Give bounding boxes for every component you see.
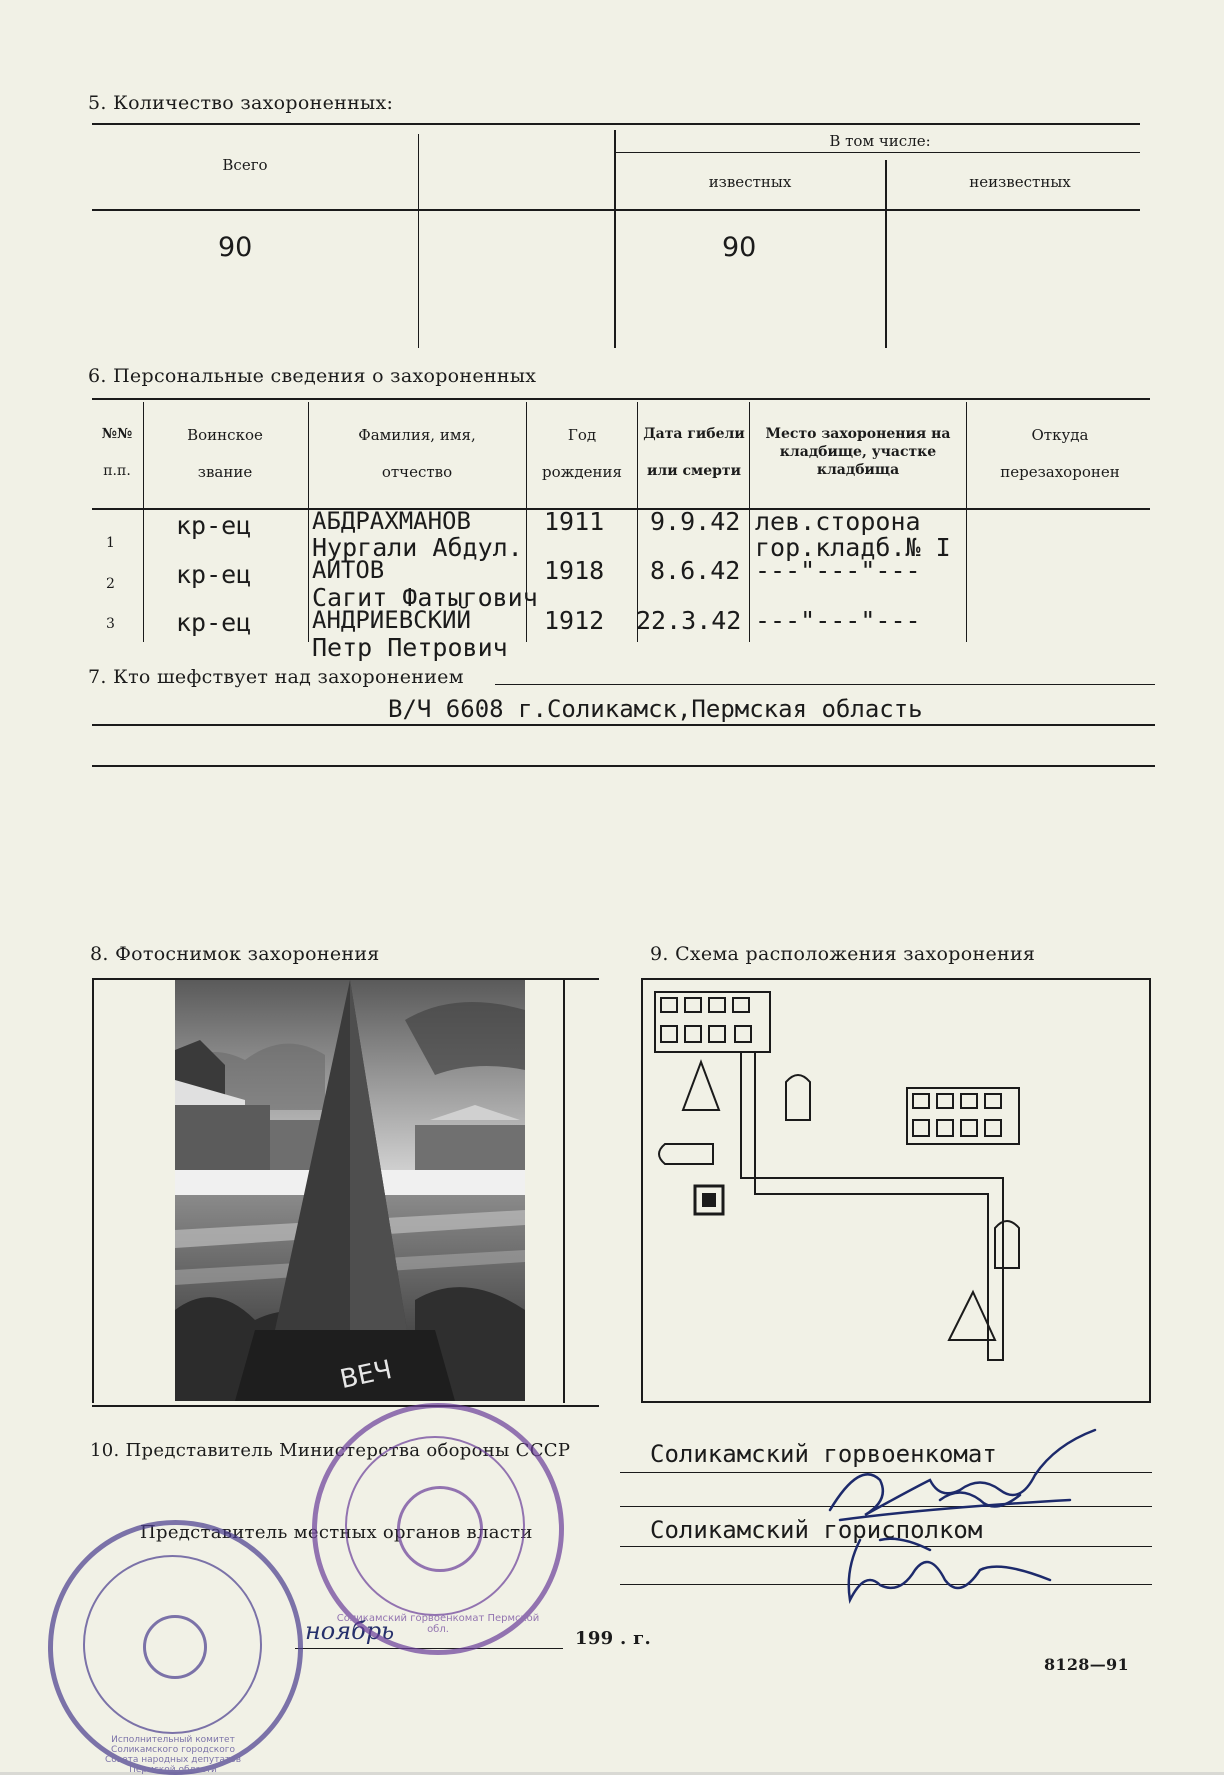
s7-rule-3 (92, 765, 1155, 767)
s7-rule-1 (495, 684, 1155, 685)
year-label: 199 . г. (575, 1628, 652, 1649)
emblem-icon (143, 1615, 207, 1679)
row1-surname: АБДРАХМАНОВ (312, 507, 471, 535)
section5-title: 5. Количество захороненных: (88, 92, 394, 114)
s5-top-rule (92, 123, 1140, 125)
row3-num: 3 (106, 616, 115, 632)
s6-h-birth-2: рождения (541, 463, 622, 481)
row1-given: Нургали Абдул. (312, 533, 523, 562)
row2-rank: кр-ец (176, 560, 252, 589)
row1-place2: гор.кладб.№ I (755, 533, 951, 562)
s6-h-place-1: Место захоронения на (765, 426, 951, 442)
tombstone-icon (786, 1075, 810, 1120)
photo-frame-inner (563, 980, 565, 1403)
s6-h-from-1: Откуда (1031, 426, 1089, 444)
tombstone-icon (995, 1221, 1019, 1268)
row3-year: 1912 (544, 606, 605, 635)
obelisk-photo-icon (175, 980, 525, 1401)
s5-total-label: Всего (222, 156, 268, 174)
s5-sub-rule (615, 152, 1140, 153)
cemetery-scheme (643, 980, 1149, 1401)
signature-icon (830, 1430, 1095, 1520)
row2-num: 2 (106, 576, 115, 592)
s7-rule-2 (92, 724, 1155, 726)
row2-surname: АИТОВ (312, 556, 385, 584)
section7-title: 7. Кто шефствует над захоронением (88, 666, 464, 688)
s10-local-value: Соликамский горисполком (650, 1516, 983, 1544)
tombstone-icon (659, 1144, 713, 1164)
row3-given: Петр Петрович (312, 633, 508, 662)
stamp-text: Соликамский горвоенкомат Пермской обл. (336, 1613, 540, 1635)
section8-title: 8. Фотоснимок захоронения (90, 943, 380, 965)
row2-date: 8.6.42 (650, 556, 741, 585)
stamp-military (312, 1403, 564, 1655)
s6-top-rule (92, 398, 1150, 400)
section6-title: 6. Персональные сведения о захороненных (88, 365, 537, 387)
section10-local-title: Представитель местных органов власти (140, 1522, 533, 1543)
s6-h-place-3: кладбища (816, 462, 900, 478)
row2-place1: ---"---"--- (755, 556, 921, 585)
row3-rank: кр-ец (176, 608, 252, 637)
s5-known-value: 90 (722, 232, 757, 263)
path-road (741, 1052, 1003, 1360)
s6-h-from-2: перезахоронен (1000, 463, 1120, 481)
s6-h-rank-2: звание (197, 463, 253, 481)
obelisk-marker-icon (683, 1062, 719, 1110)
scheme-frame (641, 978, 1151, 1403)
row1-date: 9.9.42 (650, 507, 741, 536)
row1-num: 1 (106, 535, 115, 551)
signature-icon (849, 1539, 1050, 1600)
photo-inscription: ВЕЧ (337, 1354, 395, 1396)
s6-h-name-1: Фамилия, имя, (358, 426, 476, 444)
s5-div1 (418, 134, 419, 348)
s5-including-label: В том числе: (829, 132, 931, 150)
s6-h-death-2: или смерти (647, 463, 741, 479)
s6-h-birth-1: Год (567, 426, 597, 444)
s6-head-rule (92, 508, 1150, 510)
s5-div2 (614, 130, 616, 348)
s6-div-rank (308, 402, 309, 642)
section9-title: 9. Схема расположения захоронения (650, 943, 1036, 965)
row2-given: Сагит Фатыгович (312, 583, 538, 612)
row3-date: 22.3.42 (636, 606, 742, 635)
section10-title: 10. Представитель Министерства обороны СССР (90, 1440, 571, 1461)
stamp-executive (48, 1520, 303, 1775)
s6-h-death-1: Дата гибели (643, 426, 745, 442)
s6-h-rank-1: Воинское (187, 426, 263, 444)
date-handwritten: ноябрь (305, 1617, 395, 1645)
row1-place1: лев.сторона (755, 507, 921, 536)
row3-place1: ---"---"--- (755, 606, 921, 635)
s5-div3 (885, 160, 887, 348)
row1-year: 1911 (544, 507, 605, 536)
s5-known-label: известных (708, 173, 792, 191)
s5-head-rule (92, 209, 1140, 211)
emblem-icon (397, 1486, 483, 1572)
monument-icon (695, 1186, 723, 1214)
s6-div-place (966, 402, 967, 642)
s6-h-num-2: п.п. (103, 463, 131, 479)
burial-photo (175, 980, 525, 1401)
s5-unknown-label: неизвестных (969, 173, 1071, 191)
s10-mod-value: Соликамский горвоенкомат (650, 1440, 997, 1468)
row1-rank: кр-ец (176, 511, 252, 540)
row3-surname: АНДРИЕВСКИЙ (312, 606, 471, 634)
s6-div-num (143, 402, 144, 642)
s7-value: В/Ч 6608 г.Соликамск,Пермская область (388, 695, 923, 723)
grave-block-icon (907, 1088, 1019, 1144)
signatures (820, 1420, 1100, 1620)
form-code: 8128—91 (1044, 1655, 1129, 1674)
s6-h-name-2: отчество (381, 463, 453, 481)
s6-h-num-1: №№ (101, 426, 133, 442)
row2-year: 1918 (544, 556, 605, 585)
grave-block-icon (655, 992, 770, 1052)
photo-frame-left (92, 980, 94, 1403)
stamp-text: Исполнительный комитет Соликамского городского Совета народных депутатов Пермской области (104, 1735, 242, 1775)
s5-total-value: 90 (218, 232, 253, 263)
s6-h-place-2: кладбище, участке (779, 444, 937, 460)
